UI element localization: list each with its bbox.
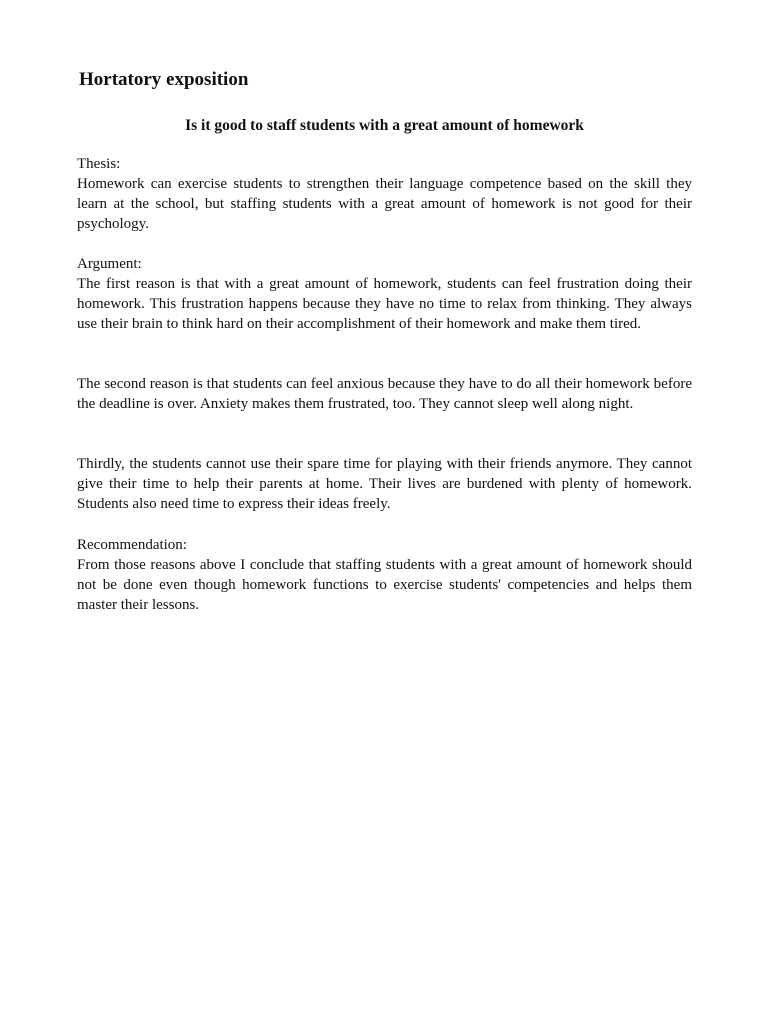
argument-paragraph-second: The second reason is that students can feel anxious because they have to do all their homework before the deadline is over. Anxiety makes them frustrated, too. They cannot sleep well along night. bbox=[77, 376, 692, 412]
thesis-paragraph: Homework can exercise students to strengthen their language competence based on the skill they learn at the school, but staffing students with a great amount of homework is not good for their psychology. bbox=[77, 176, 692, 232]
recommendation-paragraph: From those reasons above I conclude that staffing students with a great amount of homework should not be done even though homework functions to exercise students' competencies and helps them master their lessons. bbox=[77, 557, 692, 613]
recommendation-label: Recommendation: bbox=[77, 537, 187, 553]
argument-section bbox=[77, 254, 692, 334]
thesis-label: Thesis: bbox=[77, 156, 121, 172]
document-subtitle: Is it good to staff students with a great amount of homework bbox=[185, 117, 584, 134]
argument-third-section bbox=[77, 454, 692, 514]
argument-second-section bbox=[77, 374, 692, 414]
recommendation-section bbox=[77, 535, 692, 615]
argument-label: Argument: bbox=[77, 256, 142, 272]
document-title: Hortatory exposition bbox=[79, 69, 249, 90]
argument-paragraph-first: The first reason is that with a great amount of homework, students can feel frustration doing their homework. This frustration happens because they have no time to relax from thinking. They always use their brain to think hard on their accomplishment of their homework and make them tired. bbox=[77, 276, 692, 332]
thesis-section bbox=[77, 154, 692, 234]
argument-paragraph-third: Thirdly, the students cannot use their spare time for playing with their friends anymore. They cannot give their time to help their parents at home. Their lives are burdened with plenty of homework. Students also need time to express their ideas freely. bbox=[77, 456, 692, 512]
